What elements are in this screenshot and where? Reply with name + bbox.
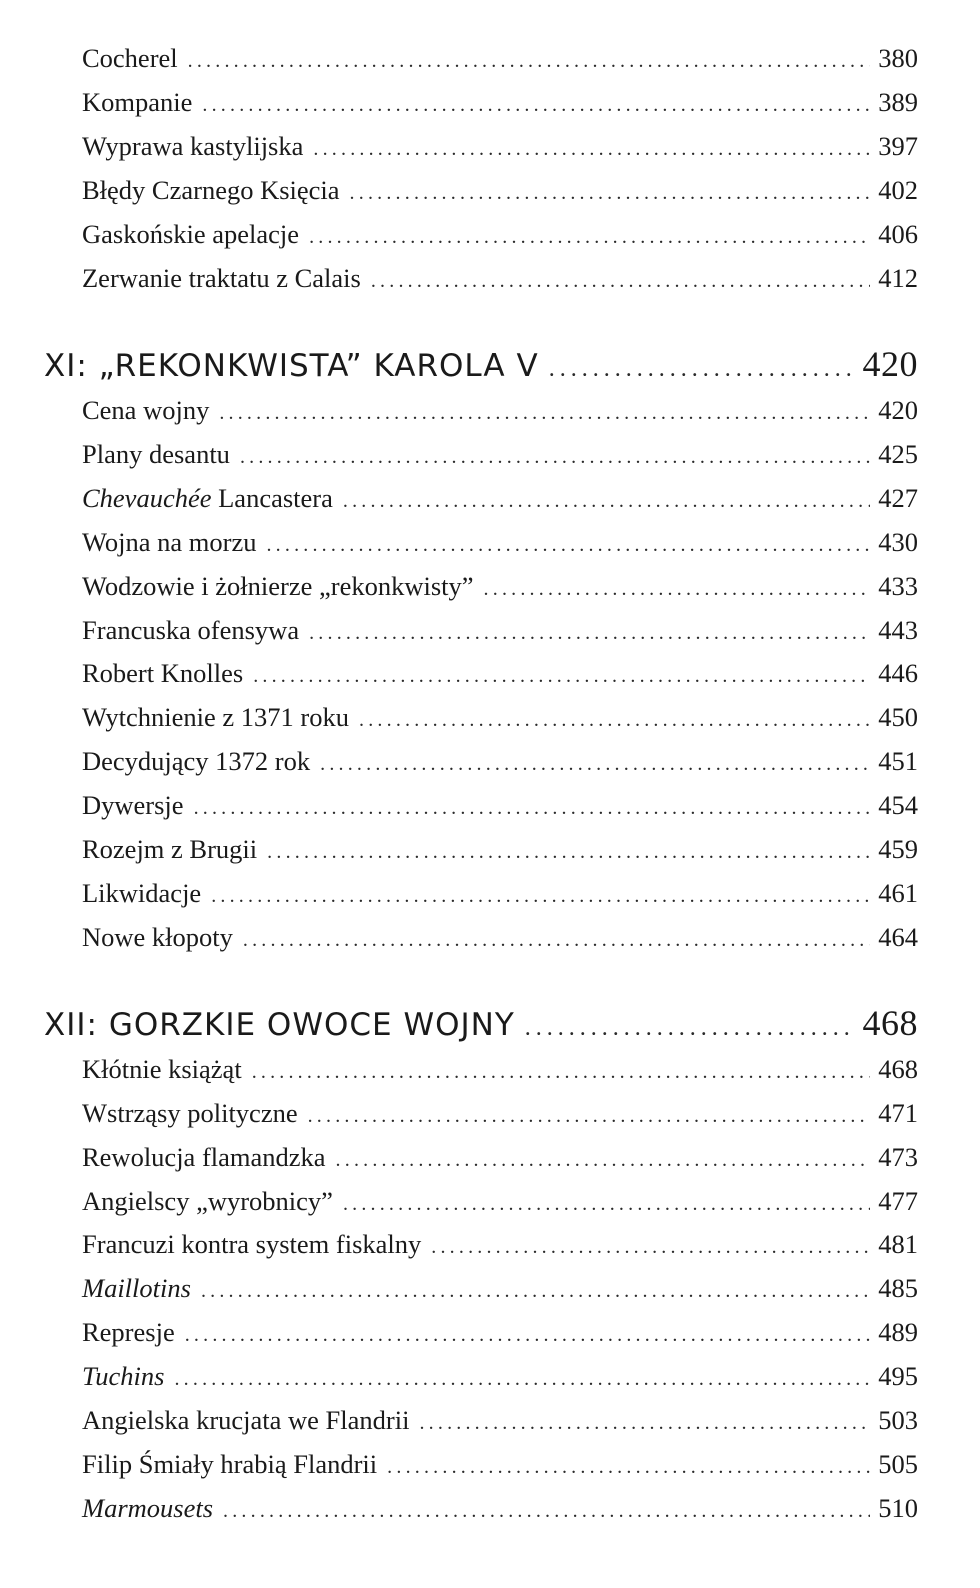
toc-entry[interactable]: [82, 564, 918, 608]
toc-entry-page: 468: [878, 1054, 918, 1084]
toc-entry[interactable]: [82, 124, 918, 168]
toc-entry-title: Rewolucja flamandzka: [82, 1142, 326, 1172]
toc-entry-title: Błędy Czarnego Księcia: [82, 175, 340, 205]
toc-entry-title: Wojna na morzu: [82, 527, 257, 557]
toc-entry-title: Robert Knolles: [82, 658, 244, 688]
toc-entry[interactable]: [82, 476, 918, 520]
dot-leader: [484, 567, 871, 611]
toc-entry-title-italic: Chevauchée: [82, 483, 212, 513]
toc-entry-title: Kłótnie książąt: [82, 1054, 242, 1084]
toc-entry[interactable]: [82, 256, 918, 300]
toc-entry-title: Tuchins: [82, 1361, 165, 1391]
toc-entry-page: 489: [878, 1317, 918, 1347]
toc-entry-page: 425: [878, 439, 918, 469]
toc-entry-title: Nowe kłopoty: [82, 922, 233, 952]
toc-entry-title: Francuzi kontra system fiskalny: [82, 1229, 422, 1259]
dot-leader: [308, 1094, 871, 1138]
toc-entry-page: 412: [878, 263, 918, 293]
toc-entry[interactable]: [82, 915, 918, 959]
toc-entry-page: 451: [878, 746, 918, 776]
toc-entry[interactable]: [82, 695, 918, 739]
chapter-title: XI: „REKONKWISTA” KAROLA V: [44, 348, 539, 384]
toc-entry[interactable]: [82, 1047, 918, 1091]
toc-entry-page: 503: [878, 1405, 918, 1435]
dot-leader: [188, 39, 871, 83]
toc-entry[interactable]: [82, 783, 918, 827]
dot-leader: [309, 611, 870, 655]
toc-entry-page: 481: [878, 1229, 918, 1259]
toc-entry-page: 406: [878, 219, 918, 249]
dot-leader: [243, 918, 870, 962]
toc-entry-title: Wodzowie i żołnierze „rekonkwisty”: [82, 571, 474, 601]
chapter-heading[interactable]: [44, 339, 918, 389]
toc-entry-page: 495: [878, 1361, 918, 1391]
dot-leader: [194, 786, 871, 830]
toc-entry[interactable]: [82, 168, 918, 212]
toc-entry[interactable]: [82, 1442, 918, 1486]
toc-entry[interactable]: [82, 1398, 918, 1442]
toc-entry-title: Decydujący 1372 rok: [82, 746, 311, 776]
dot-leader: [431, 1225, 870, 1269]
dot-leader: [336, 1138, 871, 1182]
toc-entry-title: Gaskońskie apelacje: [82, 219, 300, 249]
toc-entry[interactable]: [82, 1310, 918, 1354]
toc-entry[interactable]: [82, 608, 918, 652]
chapter-title: XII: GORZKIE OWOCE WOJNY: [44, 1007, 515, 1043]
toc-entry-title: Dywersje: [82, 790, 184, 820]
toc-entry-page: 454: [878, 790, 918, 820]
toc-entry-page: 443: [878, 615, 918, 645]
dot-leader: [185, 1313, 871, 1357]
chapter-page: 468: [862, 1003, 918, 1043]
toc-entry-page: 402: [878, 175, 918, 205]
toc-entry[interactable]: [82, 1354, 918, 1398]
dot-leader: [240, 435, 870, 479]
toc-entry[interactable]: [82, 827, 918, 871]
toc-entry-title: Filip Śmiały hrabią Flandrii: [82, 1449, 378, 1479]
toc-entry-title: Marmousets: [82, 1493, 214, 1523]
toc-entry[interactable]: [82, 651, 918, 695]
toc-entry-title: Likwidacje: [82, 878, 202, 908]
toc-entry-page: 485: [878, 1273, 918, 1303]
toc-entry-page: 380: [878, 43, 918, 73]
toc-entry-page: 505: [878, 1449, 918, 1479]
toc-entry-title: Wyprawa kastylijska: [82, 131, 304, 161]
toc-entry-page: 446: [878, 658, 918, 688]
chapter-heading[interactable]: [44, 998, 918, 1048]
toc-entry-page: 450: [878, 702, 918, 732]
toc-entry-title: Wstrząsy polityczne: [82, 1098, 298, 1128]
dot-leader: [313, 127, 870, 171]
toc-entry-page: 473: [878, 1142, 918, 1172]
toc-entry-title: [82, 476, 333, 520]
dot-leader: [252, 1050, 871, 1094]
dot-leader: [266, 523, 870, 567]
toc-entry[interactable]: [82, 871, 918, 915]
dot-leader: [253, 654, 870, 698]
toc-entry-page: 397: [878, 131, 918, 161]
toc-entry[interactable]: [82, 1091, 918, 1135]
toc-entry[interactable]: [82, 36, 918, 80]
toc-entry-page: 420: [878, 395, 918, 425]
toc-entry[interactable]: [82, 432, 918, 476]
toc-entry-page: 430: [878, 527, 918, 557]
toc-entry[interactable]: [82, 1222, 918, 1266]
dot-leader: [211, 874, 870, 918]
toc-entry-page: 464: [878, 922, 918, 952]
toc-entry-page: 459: [878, 834, 918, 864]
dot-leader: [343, 1182, 870, 1226]
toc-entry-title: Angielska krucjata we Flandrii: [82, 1405, 410, 1435]
toc-entry-title: Angielscy „wyrobnicy”: [82, 1186, 333, 1216]
toc-entry-page: 427: [878, 483, 918, 513]
toc-entry-title: Cocherel: [82, 43, 178, 73]
toc-entry-title: Plany desantu: [82, 439, 230, 469]
toc-entry-title: Cena wojny: [82, 395, 210, 425]
toc-entry[interactable]: [82, 1266, 918, 1310]
dot-leader: [350, 171, 871, 215]
dot-leader: [219, 391, 870, 435]
toc-entry-title-rest: Lancastera: [211, 483, 333, 513]
dot-leader: [174, 1357, 870, 1401]
dot-leader: [267, 830, 870, 874]
dot-leader: [202, 83, 870, 127]
dot-leader: [309, 215, 870, 259]
toc-entry-title: Maillotins: [82, 1273, 191, 1303]
toc-entry[interactable]: [82, 520, 918, 564]
toc-entry[interactable]: [82, 1135, 918, 1179]
toc-entry[interactable]: [82, 739, 918, 783]
dot-leader: [359, 698, 870, 742]
dot-leader: [223, 1489, 870, 1533]
toc-entry-title: Kompanie: [82, 87, 193, 117]
toc-entry-title: Francuska ofensywa: [82, 615, 300, 645]
toc-entry-page: 477: [878, 1186, 918, 1216]
toc-entry-page: 510: [878, 1493, 918, 1523]
toc-entry[interactable]: [82, 1179, 918, 1223]
chapter-page: 420: [862, 344, 918, 384]
toc-entry-title: Wytchnienie z 1371 roku: [82, 702, 350, 732]
dot-leader: [320, 742, 870, 786]
toc-entry-title: Represje: [82, 1317, 175, 1347]
dot-leader: [387, 1445, 870, 1489]
toc-entry-page: 433: [878, 571, 918, 601]
toc-entry[interactable]: [82, 80, 918, 124]
toc-entry-page: 471: [878, 1098, 918, 1128]
toc-entry-title: Rozejm z Brugii: [82, 834, 258, 864]
toc-entry[interactable]: [82, 1486, 918, 1530]
toc-entry[interactable]: [82, 212, 918, 256]
dot-leader: [525, 1003, 855, 1053]
dot-leader: [371, 259, 870, 303]
toc-entry[interactable]: [82, 388, 918, 432]
dot-leader: [343, 479, 870, 523]
toc-entry-title: Zerwanie traktatu z Calais: [82, 263, 361, 293]
dot-leader: [201, 1269, 870, 1313]
toc-entry-page: 389: [878, 87, 918, 117]
toc-entry-page: 461: [878, 878, 918, 908]
dot-leader: [419, 1401, 870, 1445]
dot-leader: [549, 344, 855, 394]
